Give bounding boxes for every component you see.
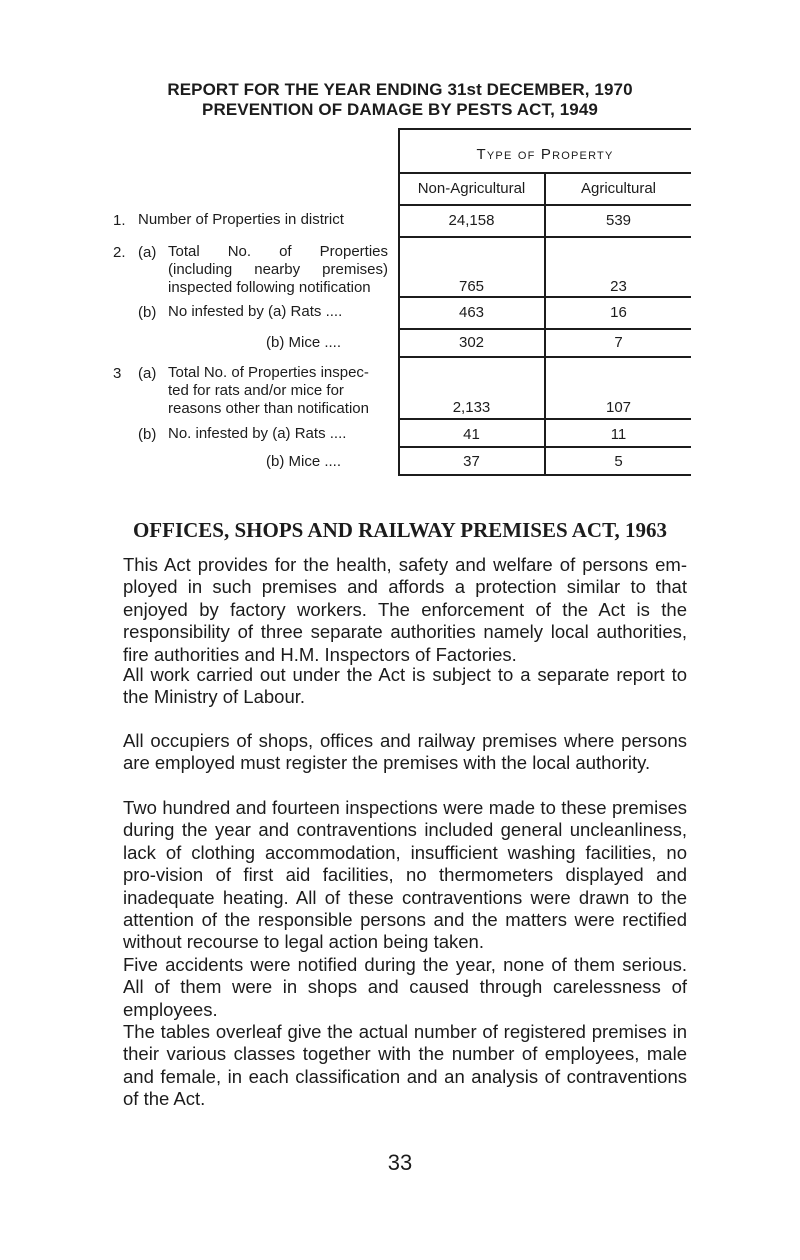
row-label: No infested by (a) Rats ....	[168, 303, 343, 320]
value-agricultural: 16	[610, 304, 627, 321]
row-number: 2.	[113, 244, 126, 261]
value-non-agricultural: 765	[458, 278, 485, 295]
page-number: 33	[387, 1150, 413, 1175]
row-label-line: ted for rats and/or mice for	[168, 382, 344, 399]
paragraph: The tables overleaf give the actual number of registered premises in their various classes together with the number of employees, male and female, in each classification and an analysis of contraventions of the Act.	[123, 1021, 687, 1110]
value-non-agricultural: 41	[463, 426, 480, 443]
value-non-agricultural: 24,158	[448, 212, 495, 229]
value-non-agricultural: 2,133	[452, 399, 491, 416]
value-non-agricultural: 463	[458, 304, 485, 321]
table-bottom-rule	[399, 474, 691, 476]
value-agricultural: 539	[605, 212, 632, 229]
value-agricultural: 11	[610, 426, 627, 443]
row-label: (b) Mice ....	[266, 453, 342, 470]
row-sub-letter: (b)	[138, 304, 157, 321]
row-label-line: reasons other than notification	[168, 400, 369, 417]
table-rule	[399, 446, 691, 448]
table-rule	[399, 418, 691, 420]
table-top-rule	[399, 128, 691, 130]
row-label-line: (including nearby premises)	[168, 261, 388, 278]
row-label-line: Total No. of Properties	[168, 243, 388, 260]
row-number: 3	[113, 365, 122, 382]
value-non-agricultural: 37	[463, 453, 480, 470]
value-agricultural: 23	[610, 278, 627, 295]
report-title: REPORT FOR THE YEAR ENDING 31st DECEMBER, 1970	[167, 80, 633, 99]
paragraph: Two hundred and fourteen inspections were made to these premises during the year and contraventions included general uncleanliness, lack of clothing accommodation, insufficient washing facilities, no pro-vision of first aid facilities, no thermometers displayed and inadequate heating. All of these contraventions were drawn to the attention of the responsible persons and the matters were rectified without recourse to legal action being taken.	[123, 797, 687, 953]
row-label-line: Total No. of Properties inspec-	[168, 364, 369, 381]
table-rule	[399, 236, 691, 238]
paragraph: All work carried out under the Act is subject to a separate report to the Ministry of Labour.	[123, 664, 687, 708]
row-sub-letter: (a)	[138, 365, 157, 382]
table-rule	[399, 328, 691, 330]
type-of-property-header: Type of Property	[476, 146, 614, 163]
column-header-agricultural: Agricultural	[580, 180, 657, 197]
table-rule	[399, 172, 691, 174]
row-number: 1.	[113, 212, 126, 229]
row-label: No. infested by (a) Rats ....	[168, 425, 347, 442]
row-sub-letter: (b)	[138, 426, 157, 443]
row-label: Number of Properties in district	[138, 211, 344, 228]
table-rule	[399, 296, 691, 298]
value-agricultural: 107	[605, 399, 632, 416]
row-sub-letter: (a)	[138, 244, 157, 261]
table-rule	[399, 356, 691, 358]
paragraph: This Act provides for the health, safety and welfare of persons em-ployed in such premises and affords a protection similar to that enjoyed by factory workers. The enforcement of the Act is the responsibility of three separate authorities namely local authorities, fire authorities and H.M. Inspectors of Factories.	[123, 554, 687, 665]
paragraph: Five accidents were notified during the year, none of them serious. All of them were in shops and caused through carelessness of employees.	[123, 954, 687, 1020]
column-header-non-agricultural: Non-Agricultural	[417, 180, 526, 197]
table-rule	[399, 204, 691, 206]
paragraph: All occupiers of shops, offices and railway premises where persons are employed must register the premises with the local authority.	[123, 730, 687, 774]
row-label-line: inspected following notification	[168, 279, 371, 296]
value-agricultural: 7	[614, 334, 623, 351]
section-title: OFFICES, SHOPS AND RAILWAY PREMISES ACT, 1963	[132, 518, 668, 542]
value-agricultural: 5	[614, 453, 623, 470]
value-non-agricultural: 302	[458, 334, 485, 351]
act-title: PREVENTION OF DAMAGE BY PESTS ACT, 1949	[202, 100, 598, 119]
row-label: (b) Mice ....	[266, 334, 342, 351]
